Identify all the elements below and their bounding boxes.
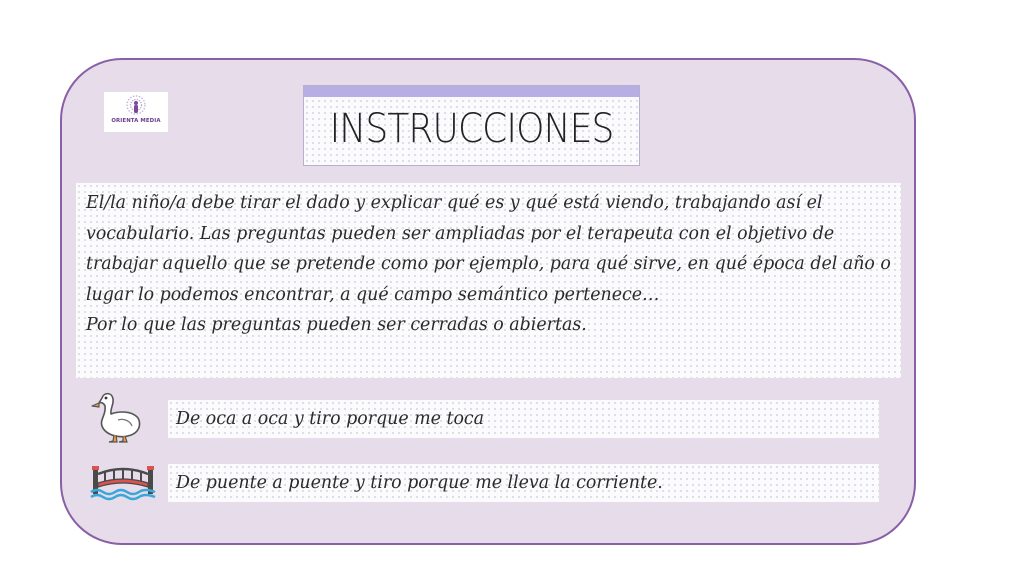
page-title: INSTRUCCIONES [329, 106, 614, 152]
instructions-note: Por lo que las preguntas pueden ser cerradas o abiertas. [86, 315, 587, 336]
goose-rule: De oca a oca y tiro porque me toca [168, 400, 879, 438]
bridge-icon [89, 462, 157, 502]
title-accent-bar [304, 86, 639, 97]
instructions-text-box [76, 183, 901, 378]
instructions-paragraph: El/la niño/a debe tirar el dado y explicar qué es y qué está viendo, trabajando así el vocabulario. Las preguntas pueden ser ampliadas por el terapeuta con el objetivo de trabajar aquello que se pretende como por ejemplo, para qué sirve, en qué época del año o lugar lo podemos encontrar, a qué campo semántico pertenece… [86, 193, 891, 305]
logo-text: ORIENTA MEDIA [111, 118, 161, 124]
goose-icon [90, 390, 144, 446]
orienta-media-logo [104, 92, 168, 132]
bridge-rule: De puente a puente y tiro porque me lleva la corriente. [168, 464, 879, 502]
flower-logo-icon [126, 95, 146, 117]
title-box [303, 85, 640, 166]
